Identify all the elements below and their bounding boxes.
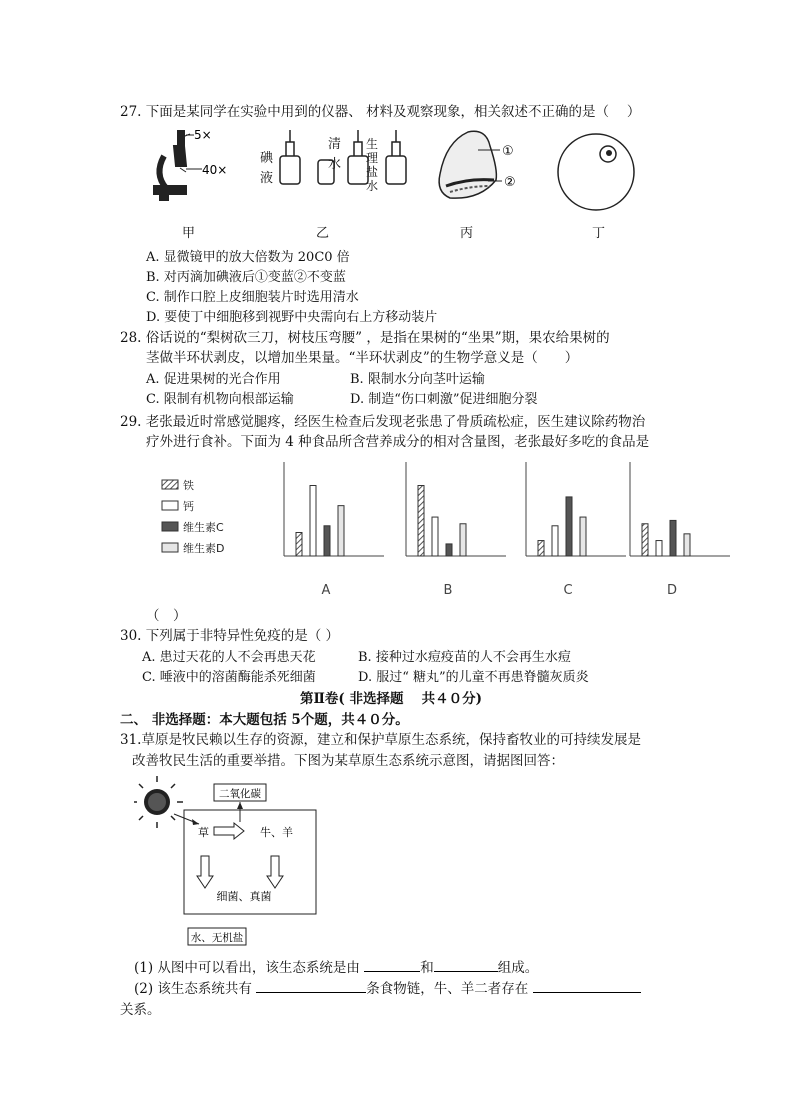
q27-option-a: A. 显微镜甲的放大倍数为 20C0 倍	[146, 250, 350, 265]
answer-blank-1[interactable]	[364, 959, 420, 972]
bar-B-3	[446, 544, 452, 556]
q31-sub1-text-b: 和	[420, 960, 434, 976]
legend-label-4: 维生素D	[183, 542, 225, 555]
fig-label-ding: 丁	[592, 226, 606, 241]
q30-option-c: C. 唾液中的溶菌酶能杀死细菌	[142, 670, 316, 685]
co2-label: 二氧化碳	[219, 788, 261, 800]
part2-title: 第Ⅱ卷( 非选择题 共４０分)	[300, 691, 483, 707]
bar-D-1	[642, 524, 648, 556]
fig-label-yi: 乙	[316, 226, 330, 241]
seed-label-1: ①	[502, 144, 514, 159]
nutrient-chart	[150, 452, 750, 602]
fig-label-jia: 甲	[182, 226, 196, 241]
answer-blank-3[interactable]	[256, 980, 366, 993]
q29-stem-line2: 疗外进行食补。下面为 4 种食品所含营养成分的相对含量图，老张最好多吃的食品是	[146, 434, 650, 450]
decomposers-label: 细菌、真菌	[216, 890, 272, 903]
bar-C-2	[552, 526, 558, 556]
microscope-figure	[154, 131, 190, 200]
microscope-field-figure	[558, 134, 634, 210]
legend-swatch-4	[162, 543, 178, 552]
legend-swatch-1	[162, 480, 178, 489]
seed-figure	[439, 131, 516, 198]
bar-A-4	[338, 506, 344, 556]
q27-option-c: C. 制作口腔上皮细胞装片时选用清水	[146, 290, 359, 305]
bar-C-3	[566, 497, 572, 556]
q30-stem: 30. 下列属于非特异性免疫的是（ ）	[120, 628, 340, 644]
iodine-char-1: 碘	[260, 151, 274, 166]
bar-B-4	[460, 524, 466, 556]
q31-sub2	[134, 977, 641, 997]
q31-sub1-text-c: 组成。	[497, 960, 539, 976]
q27-option-b: B. 对丙滴加碘液后①变蓝②不变蓝	[146, 270, 346, 285]
bar-B-1	[418, 486, 424, 557]
q27-stem: 27. 下面是某同学在实验中用到的仪器、 材料及观察现象，相关叙述不正确的是（ ）	[120, 104, 641, 120]
seed-label-2: ②	[504, 175, 516, 190]
q28-option-d: D. 制造“伤口刺激”促进细胞分裂	[350, 392, 538, 407]
panel-label-D: D	[666, 583, 678, 598]
q29-answer-blank: （ ）	[146, 608, 187, 624]
iodine-char-2: 液	[260, 171, 274, 186]
water-char-2: 水	[328, 157, 342, 172]
fig-label-bing: 丙	[460, 226, 474, 241]
bar-C-4	[580, 517, 586, 556]
cattle-label: 牛、羊	[260, 826, 293, 839]
q30-option-a: A. 患过天花的人不会再患天花	[142, 650, 316, 665]
bar-A-2	[310, 486, 316, 557]
bar-A-1	[296, 533, 302, 557]
q30-option-d: D. 服过“ 糖丸”的儿童不再患脊髓灰质炎	[358, 670, 589, 685]
legend-swatch-3	[162, 522, 178, 531]
bar-D-4	[684, 534, 690, 556]
q29-stem-line1: 29. 老张最近时常感觉腿疼，经医生检查后发现老张患了骨质疏松症，医生建议除药物治	[120, 414, 646, 430]
q31-sub2-text-a: (2) 该生态系统共有	[134, 981, 252, 997]
q31-sub2-text-b: 条食物链，牛、羊二者存在	[366, 981, 529, 997]
q30-option-b: B. 接种过水痘疫苗的人不会再生水痘	[358, 650, 571, 665]
water-minerals-label: 水、无机盐	[190, 932, 244, 944]
q27-figures	[150, 126, 650, 238]
panel-label-C: C	[563, 583, 573, 598]
bar-D-3	[670, 520, 676, 556]
panel-label-A: A	[321, 583, 331, 598]
answer-blank-2[interactable]	[434, 959, 498, 972]
sun-icon	[134, 776, 183, 828]
ecosystem-diagram	[134, 772, 334, 948]
legend-swatch-2	[162, 501, 178, 510]
q28-option-b: B. 限制水分向茎叶运输	[350, 372, 485, 387]
q31-stem-line2: 改善牧民生活的重要举措。下图为某草原生态系统示意图，请据图回答：	[132, 753, 564, 769]
q28-option-c: C. 限制有机物向根部运输	[146, 392, 294, 407]
q28-option-a: A. 促进果树的光合作用	[146, 372, 281, 387]
grass-label: 草	[198, 826, 209, 839]
saline-char-2: 理	[366, 151, 379, 165]
eyepiece-label: 5×	[194, 128, 212, 142]
saline-char-1: 生	[366, 137, 379, 151]
bar-D-2	[656, 541, 662, 556]
bar-C-1	[538, 541, 544, 556]
bar-B-2	[432, 517, 438, 556]
answer-blank-4[interactable]	[533, 980, 641, 993]
water-char-1: 清	[328, 137, 342, 152]
legend-label-2: 钙	[183, 500, 194, 513]
q31-stem-line1: 31.草原是牧民赖以生存的资源，建立和保护草原生态系统，保持畜牧业的可持续发展是	[120, 732, 641, 748]
q28-stem-line2: 茎做半环状剥皮，以增加坐果量。“半环状剥皮”的生物学意义是（ ）	[146, 350, 579, 366]
saline-char-4: 水	[366, 179, 379, 193]
q31-sub1	[134, 956, 538, 976]
legend-label-3: 维生素C	[183, 521, 224, 534]
bar-A-3	[324, 526, 330, 556]
saline-char-3: 盐	[366, 165, 379, 179]
panel-label-B: B	[443, 583, 453, 598]
part2-section: 二、 非选择题：本大题包括 5个题，共４０分。	[120, 712, 409, 728]
q28-stem-line1: 28. 俗话说的“梨树砍三刀，树枝压弯腰” ，是指在果树的“坐果”期，果农给果树的	[120, 330, 610, 346]
legend-label-1: 铁	[183, 479, 194, 492]
q27-option-d: D. 要使丁中细胞移到视野中央需向右上方移动装片	[146, 310, 438, 325]
q31-sub2-end: 关系。	[120, 1002, 161, 1018]
objective-label: 40×	[202, 163, 228, 177]
q31-sub1-text-a: (1) 从图中可以看出，该生态系统是由	[134, 960, 360, 976]
